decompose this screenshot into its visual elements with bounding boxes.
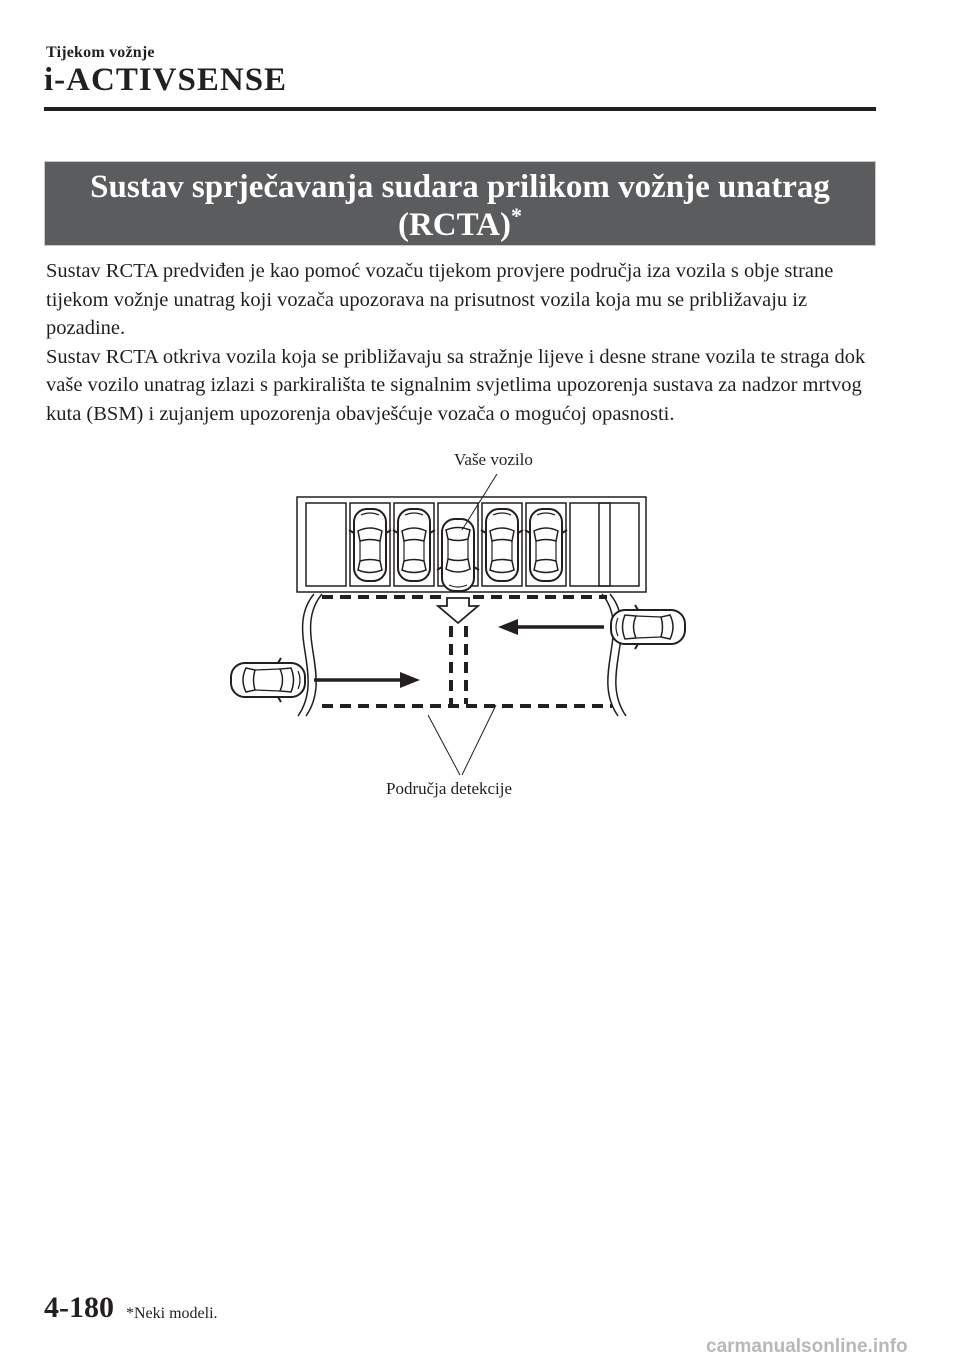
parked-car	[481, 509, 523, 581]
breadcrumb: Tijekom vožnje	[46, 44, 155, 61]
watermark: carmanualsonline.info	[706, 1336, 908, 1357]
parked-car	[525, 509, 567, 581]
arrow-left-icon	[498, 619, 518, 635]
footnote: *Neki modeli.	[126, 1305, 218, 1322]
section-title-marker: *	[511, 203, 523, 228]
your-vehicle	[437, 519, 479, 591]
approaching-vehicle-right	[611, 605, 685, 649]
parked-car	[349, 509, 391, 581]
road-edge-left	[306, 594, 322, 716]
page-number: 4-180	[44, 1291, 114, 1324]
section-title-abbrev: (RCTA)	[397, 207, 512, 243]
section-title-line1: Sustav sprječavanja sudara prilikom vožnje unatrag	[90, 169, 830, 205]
chapter-title: i-ACTIVSENSE	[44, 62, 288, 98]
arrow-right-icon	[400, 672, 420, 688]
paragraph-detection: Sustav RCTA otkriva vozila koja se približavaju sa stražnje lijeve i desne strane vozila te straga dok vaše vozilo unatrag izlazi s parkirališta te signalnim svjetlima upozorenja sustava za nadzor mrtvog kuta (BSM) i zujanjem upozorenja obavješćuje vozača o mogućoj opasnosti.	[46, 345, 866, 425]
approaching-vehicle-left	[231, 658, 305, 702]
label-your-vehicle: Vaše vozilo	[454, 450, 533, 469]
leader-line-detection	[428, 715, 460, 775]
parked-car	[393, 509, 435, 581]
label-detection-areas: Područja detekcije	[386, 779, 513, 798]
paragraph-intro: Sustav RCTA predviđen je kao pomoć vozaču tijekom provjere područja iza vozila s obje strane tijekom vožnje unatrag koji vozača upozorava na prisutnost vozila koja mu se približavaju iz pozadine.	[46, 260, 834, 340]
reverse-arrow-icon	[438, 598, 478, 623]
